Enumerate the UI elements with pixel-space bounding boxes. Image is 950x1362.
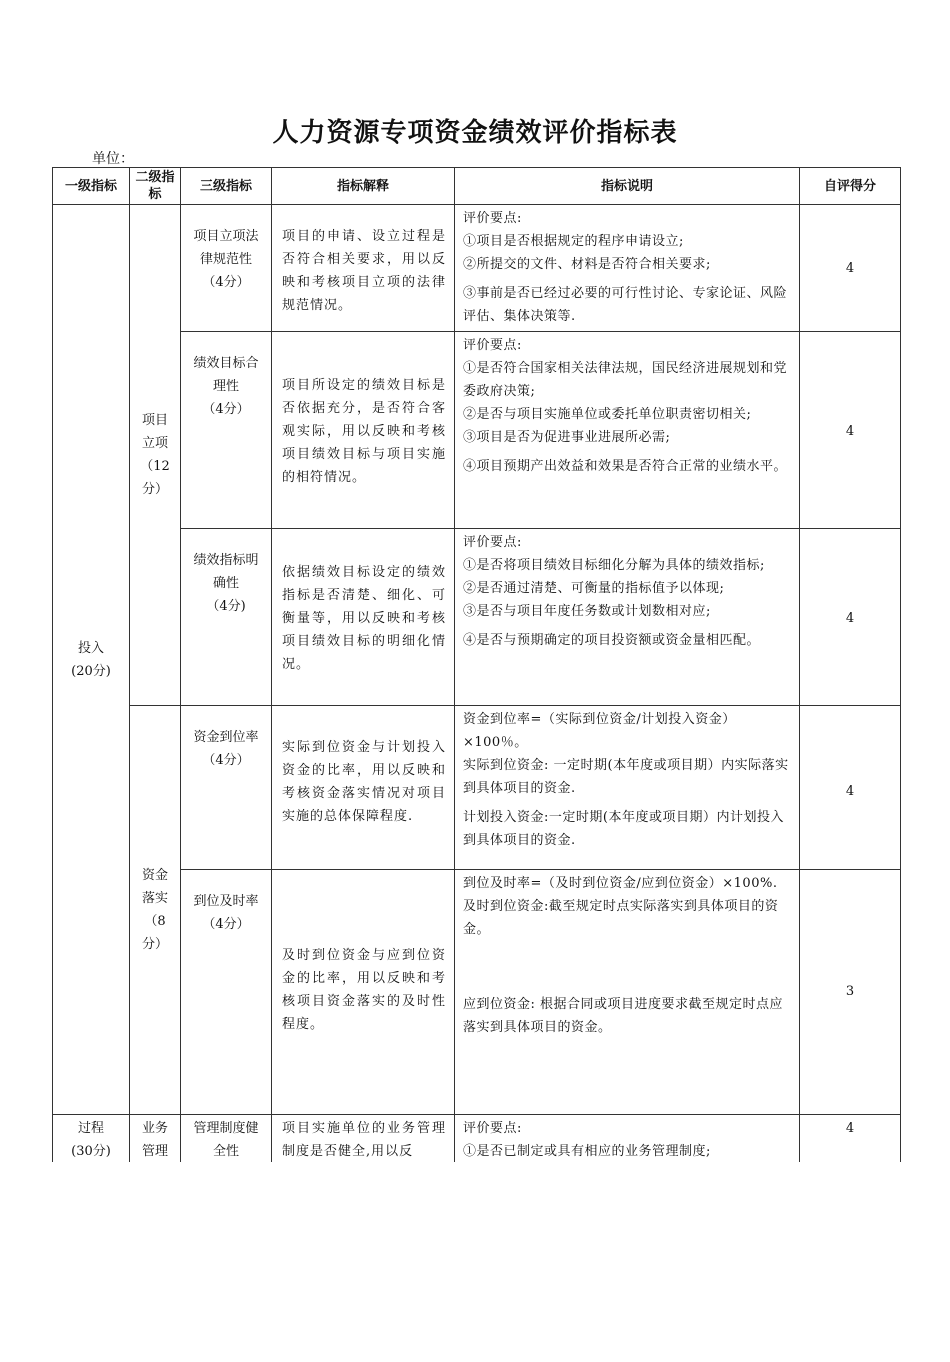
description-line: ②所提交的文件、材料是否符合相关要求; [463, 257, 711, 272]
header-level1: 一级指标 [53, 168, 130, 205]
level3-points: （4分） [202, 753, 250, 768]
sub-project-label: 项目立项（12分） [140, 413, 170, 497]
description-line: ④项目预期产出效益和效果是否符合正常的业绩水平。 [463, 459, 788, 474]
level3-points: （4分) [206, 599, 246, 614]
header-level2: 二级指标 [130, 168, 181, 205]
explanation-cell: 及时到位资金与应到位资金的比率，用以反映和考核项目资金落实的及时性程度。 [272, 870, 455, 1115]
description-line: 应到位资金: 根据合同或项目进度要求截至规定时点应落实到具体项目的资金。 [463, 997, 784, 1035]
table-row [53, 332, 901, 529]
score-cell: 4 [800, 706, 901, 870]
explanation-cell: 实际到位资金与计划投入资金的比率，用以反映和考核资金落实情况对项目实施的总体保障程度. [272, 706, 455, 870]
description-cell [455, 205, 800, 332]
description-line: ①是否将项目绩效目标细化分解为具体的绩效指标; [463, 558, 765, 573]
page-title: 人力资源专项资金绩效评价指标表 [272, 118, 678, 148]
header-level3: 三级指标 [181, 168, 272, 205]
group-process-label: 过程 [77, 1121, 104, 1136]
description-line: 计划投入资金:一定时期(本年度或项目期）内计划投入到具体项目的资金. [463, 810, 784, 848]
level3-cell [181, 205, 272, 332]
description-line: ③是否与项目年度任务数或计划数相对应; [463, 604, 711, 619]
table-row [53, 529, 901, 706]
description-cell [455, 332, 800, 529]
level3-cell [181, 870, 272, 1115]
score-cell: 3 [800, 870, 901, 1115]
description-line: ③事前是否已经过必要的可行性讨论、专家论证、风险评估、集体决策等. [463, 286, 788, 324]
level3-cell [181, 332, 272, 529]
level3-name: 项目立项法律规范性 [193, 229, 259, 267]
description-line: ①是否已制定或具有相应的业务管理制度; [463, 1144, 711, 1159]
group-input-label: 投入 [77, 640, 104, 656]
level3-name: 绩效指标明确性 [193, 553, 259, 591]
table-row [53, 706, 901, 870]
description-line: ①是否符合国家相关法律法规，国民经济进展规划和党委政府决策; [463, 361, 788, 399]
level3-name: 绩效目标合理性 [193, 356, 259, 394]
level3-points: （4分） [202, 275, 250, 290]
level3-name: 资金到位率 [193, 730, 259, 745]
group-input-cell [53, 205, 130, 1115]
level3-name: 管理制度健全性 [193, 1121, 259, 1159]
level3-points: （4分） [202, 917, 250, 932]
level3-points: （4分） [202, 402, 250, 417]
unit-label: 单位： [92, 151, 134, 167]
description-line: ④是否与预期确定的项目投资额或资金量相匹配。 [463, 633, 761, 648]
score-cell: 4 [800, 529, 901, 706]
description-cell [455, 529, 800, 706]
score-cell: 4 [800, 1115, 901, 1195]
description-line: ②是否通过清楚、可衡量的指标值予以体现; [463, 581, 725, 596]
description-line: 评价要点: [463, 535, 522, 550]
description-line: 及时到位资金:截至规定时点实际落实到具体项目的资金。 [463, 899, 779, 937]
description-line: 评价要点: [463, 1121, 522, 1136]
sub-funds-cell [130, 706, 181, 1115]
description-line: 评价要点: [463, 211, 522, 226]
description-line: ②是否与项目实施单位或委托单位职责密切相关; [463, 407, 752, 422]
level3-name: 到位及时率 [193, 894, 259, 909]
sub-funds-label: 资金落实（8分） [141, 868, 168, 952]
explanation-cell: 项目的申请、设立过程是否符合相关要求，用以反映和考核项目立项的法律规范情况。 [272, 205, 455, 332]
page-cutoff [50, 1162, 902, 1362]
score-cell: 4 [800, 205, 901, 332]
description-line: ①项目是否根据规定的程序申请设立; [463, 234, 684, 249]
sub-business-label: 业务管理 [141, 1121, 168, 1159]
description-cell [455, 706, 800, 870]
explanation-cell: 项目所设定的绩效目标是否依据充分，是否符合客观实际，用以反映和考核项目绩效目标与项目实施的相符情况。 [272, 332, 455, 529]
description-line: ③项目是否为促进事业进展所必需; [463, 430, 671, 445]
group-input-points: (20分) [71, 663, 111, 679]
table-row [53, 205, 901, 332]
level3-cell [181, 706, 272, 870]
explanation-cell: 依据绩效目标设定的绩效指标是否清楚、细化、可衡量等，用以反映和考核项目绩效目标的明细化情况。 [272, 529, 455, 706]
header-explanation: 指标解释 [272, 168, 455, 205]
header-self-score: 自评得分 [800, 168, 901, 205]
sub-project-cell [130, 205, 181, 706]
description-line: 资金到位率=（实际到位资金/计划投入资金）×100％。 [463, 712, 736, 750]
description-line: 实际到位资金: 一定时期(本年度或项目期）内实际落实到具体项目的资金. [463, 758, 789, 796]
header-row [53, 168, 901, 205]
description-line: 到位及时率=（及时到位资金/应到位资金）×100%. [463, 876, 778, 891]
header-description: 指标说明 [455, 168, 800, 205]
indicator-table [52, 167, 901, 1195]
score-cell: 4 [800, 332, 901, 529]
group-process-points: (30分) [71, 1144, 111, 1159]
table-row [53, 870, 901, 1115]
level3-cell [181, 529, 272, 706]
description-line: 评价要点: [463, 338, 522, 353]
explanation-cell: 项目实施单位的业务管理制度是否健全,用以反 [272, 1115, 455, 1195]
description-cell [455, 870, 800, 1115]
